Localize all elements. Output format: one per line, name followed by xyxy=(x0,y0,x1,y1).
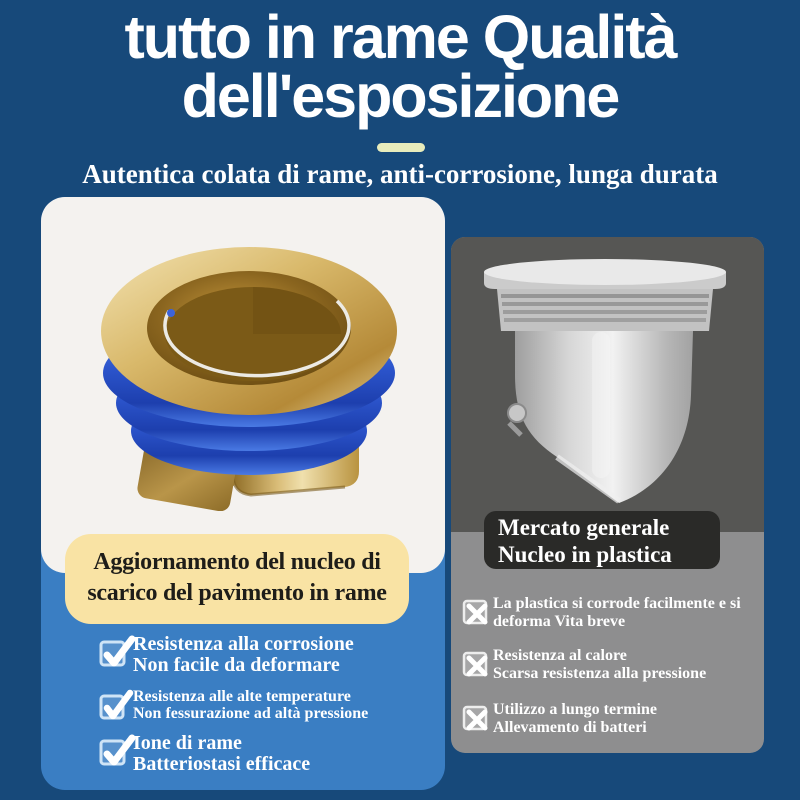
drawback-line2: Scarsa resistenza alla pressione xyxy=(493,665,707,682)
copper-badge-line2: scarico del pavimento in rame xyxy=(87,580,387,606)
check-icon xyxy=(99,634,133,676)
benefit-line2: Non fessurazione ad altà pressione xyxy=(133,705,369,722)
drawback-item-heat xyxy=(461,647,706,683)
drawback-item-corrosion xyxy=(461,595,741,631)
copper-drain-core-photo xyxy=(83,235,407,511)
drawback-line2: deforma Vita breve xyxy=(493,613,626,630)
copper-panel xyxy=(41,197,445,790)
drawback-line1: Resistenza al calore xyxy=(493,647,627,664)
benefit-line1: Resistenza alle alte temperature xyxy=(133,688,351,705)
title-line-2: dell'esposizione xyxy=(181,62,619,130)
plastic-badge xyxy=(484,511,720,569)
page-title xyxy=(0,3,800,130)
x-icon xyxy=(461,647,493,683)
drawback-line1: La plastica si corrode facilmente e si xyxy=(493,595,741,612)
check-icon xyxy=(99,733,133,775)
plastic-panel xyxy=(451,237,764,753)
plastic-photo-area xyxy=(451,237,764,532)
benefit-item-corrosion xyxy=(99,634,354,676)
title-line-1: tutto in rame Qualità xyxy=(124,3,676,71)
drawback-item-bacteria xyxy=(461,701,657,737)
divider-dash xyxy=(377,143,425,152)
drawback-line2: Allevamento di batteri xyxy=(493,719,647,736)
benefit-line2: Batteriostasi efficace xyxy=(133,753,311,775)
plastic-badge-line2: Nucleo in plastica xyxy=(498,542,672,567)
copper-photo-area xyxy=(41,197,445,573)
benefit-item-copper-ion xyxy=(99,733,310,775)
copper-badge-line1: Aggiornamento del nucleo di xyxy=(93,549,381,575)
benefit-item-temperature xyxy=(99,688,368,724)
drawback-line1: Utilizzo a lungo termine xyxy=(493,701,657,718)
benefit-line1: Ione di rame xyxy=(133,732,242,754)
x-icon xyxy=(461,701,493,737)
check-icon xyxy=(99,688,133,724)
plastic-drain-core-photo xyxy=(479,257,731,507)
benefit-line2: Non facile da deformare xyxy=(133,654,340,676)
x-icon xyxy=(461,595,493,631)
benefit-line1: Resistenza alla corrosione xyxy=(133,633,354,655)
subtitle: Autentica colata di rame, anti-corrosione, lunga durata xyxy=(82,159,718,189)
copper-badge xyxy=(65,534,409,624)
plastic-badge-line1: Mercato generale xyxy=(498,515,670,540)
